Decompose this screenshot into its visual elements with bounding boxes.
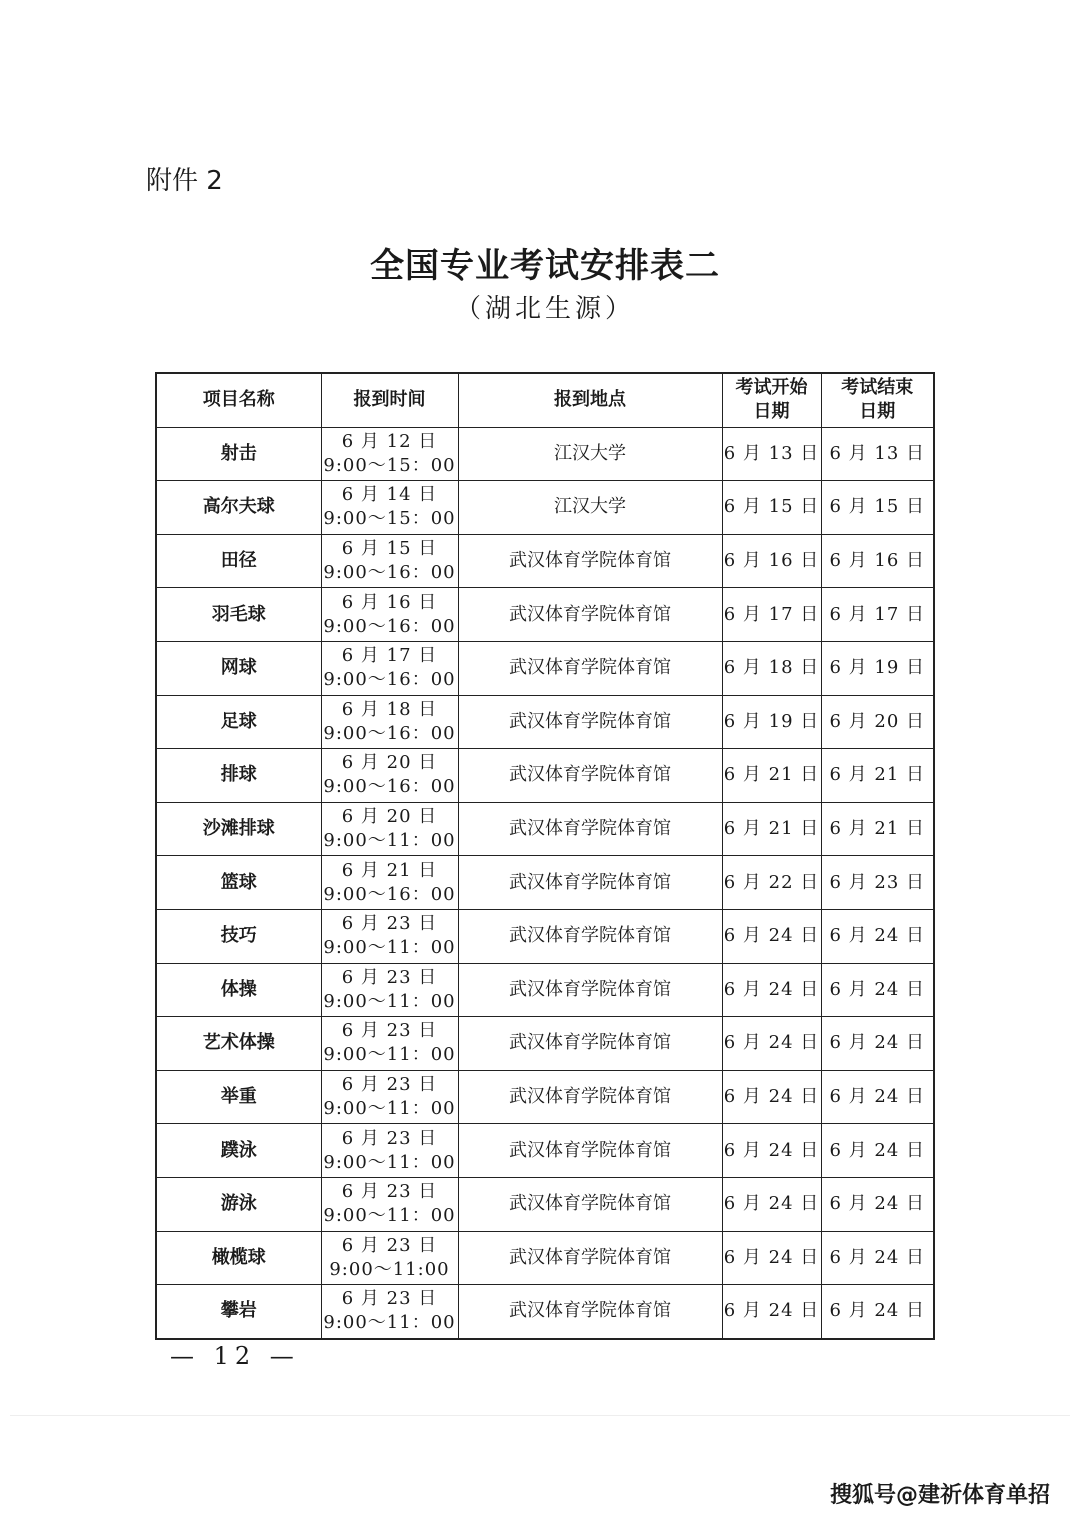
exam-start-date-cell: 6 月 24 日 <box>722 1017 821 1071</box>
checkin-location-cell: 武汉体育学院体育馆 <box>458 909 722 963</box>
exam-start-date-cell: 6 月 24 日 <box>722 1231 821 1285</box>
checkin-time-cell <box>321 1231 458 1285</box>
exam-end-date-cell: 6 月 24 日 <box>821 1070 934 1124</box>
table-row <box>156 1017 934 1071</box>
checkin-hours: 9:00～11：00 <box>323 1312 456 1334</box>
checkin-time-cell <box>321 1124 458 1178</box>
exam-end-date-cell: 6 月 19 日 <box>821 641 934 695</box>
checkin-time-cell <box>321 481 458 535</box>
exam-end-date-cell: 6 月 23 日 <box>821 856 934 910</box>
checkin-hours: 9:00～11：00 <box>323 937 456 959</box>
table-row <box>156 641 934 695</box>
checkin-hours: 9:00～11：00 <box>323 1044 456 1066</box>
table-row <box>156 802 934 856</box>
table-row <box>156 695 934 749</box>
checkin-location-cell: 武汉体育学院体育馆 <box>458 802 722 856</box>
exam-end-date-cell: 6 月 20 日 <box>821 695 934 749</box>
exam-start-date-cell: 6 月 18 日 <box>722 641 821 695</box>
exam-start-date-cell: 6 月 24 日 <box>722 1124 821 1178</box>
exam-start-date-cell: 6 月 24 日 <box>722 909 821 963</box>
checkin-hours: 9:00～16：00 <box>323 615 456 637</box>
table-row <box>156 1231 934 1285</box>
checkin-date: 6 月 23 日 <box>341 1020 438 1042</box>
exam-end-date-cell: 6 月 24 日 <box>821 1124 934 1178</box>
table-row <box>156 427 934 481</box>
exam-end-date-cell: 6 月 15 日 <box>821 481 934 535</box>
project-name-cell: 射击 <box>156 427 321 481</box>
checkin-date: 6 月 23 日 <box>341 1181 438 1203</box>
table-row <box>156 481 934 535</box>
checkin-location-cell: 武汉体育学院体育馆 <box>458 1177 722 1231</box>
checkin-location-cell: 武汉体育学院体育馆 <box>458 1070 722 1124</box>
checkin-time-cell <box>321 427 458 481</box>
checkin-date: 6 月 20 日 <box>341 752 438 774</box>
checkin-location-cell: 江汉大学 <box>458 427 722 481</box>
table-row <box>156 963 934 1017</box>
checkin-hours: 9:00～11：00 <box>323 1151 456 1173</box>
checkin-location-cell: 江汉大学 <box>458 481 722 535</box>
exam-end-date-cell: 6 月 13 日 <box>821 427 934 481</box>
checkin-location-cell: 武汉体育学院体育馆 <box>458 1124 722 1178</box>
checkin-location-cell: 武汉体育学院体育馆 <box>458 641 722 695</box>
checkin-hours: 9:00～15：00 <box>323 508 456 530</box>
checkin-date: 6 月 23 日 <box>341 913 438 935</box>
header-exam-start-line2: 日期 <box>753 401 790 423</box>
header-exam-end-line1: 考试结束 <box>841 377 914 399</box>
document-title: 全国专业考试安排表二 <box>370 246 720 286</box>
exam-start-date-cell: 6 月 17 日 <box>722 588 821 642</box>
page-divider <box>10 1415 1070 1416</box>
checkin-time-cell <box>321 749 458 803</box>
checkin-hours: 9:00～11：00 <box>323 1205 456 1227</box>
table-row <box>156 1285 934 1339</box>
checkin-date: 6 月 14 日 <box>341 484 438 506</box>
checkin-time-cell <box>321 802 458 856</box>
header-project-name: 项目名称 <box>156 373 321 427</box>
project-name-cell: 蹼泳 <box>156 1124 321 1178</box>
exam-start-date-cell: 6 月 24 日 <box>722 963 821 1017</box>
project-name-cell: 羽毛球 <box>156 588 321 642</box>
table-row <box>156 1124 934 1178</box>
watermark: 搜狐号@建祈体育单招 <box>829 1483 1050 1508</box>
checkin-time-cell <box>321 1177 458 1231</box>
checkin-location-cell: 武汉体育学院体育馆 <box>458 1231 722 1285</box>
checkin-date: 6 月 23 日 <box>341 966 438 988</box>
exam-end-date-cell: 6 月 21 日 <box>821 802 934 856</box>
project-name-cell: 排球 <box>156 749 321 803</box>
document-subtitle: （湖北生源） <box>454 294 635 324</box>
table-row <box>156 856 934 910</box>
checkin-date: 6 月 18 日 <box>341 698 438 720</box>
checkin-location-cell: 武汉体育学院体育馆 <box>458 534 722 588</box>
exam-start-date-cell: 6 月 21 日 <box>722 749 821 803</box>
exam-start-date-cell: 6 月 21 日 <box>722 802 821 856</box>
checkin-time-cell <box>321 534 458 588</box>
header-checkin-time: 报到时间 <box>321 373 458 427</box>
page-number: — 12 — <box>170 1342 300 1370</box>
exam-end-date-cell: 6 月 24 日 <box>821 1231 934 1285</box>
project-name-cell: 攀岩 <box>156 1285 321 1339</box>
exam-start-date-cell: 6 月 24 日 <box>722 1070 821 1124</box>
checkin-date: 6 月 23 日 <box>341 1127 438 1149</box>
checkin-hours: 9:00～11：00 <box>323 1098 456 1120</box>
exam-end-date-cell: 6 月 24 日 <box>821 963 934 1017</box>
project-name-cell: 高尔夫球 <box>156 481 321 535</box>
checkin-location-cell: 武汉体育学院体育馆 <box>458 856 722 910</box>
table-row <box>156 1070 934 1124</box>
checkin-location-cell: 武汉体育学院体育馆 <box>458 963 722 1017</box>
exam-start-date-cell: 6 月 22 日 <box>722 856 821 910</box>
checkin-hours: 9:00～11：00 <box>323 830 456 852</box>
header-exam-end-line2: 日期 <box>859 401 896 423</box>
checkin-date: 6 月 17 日 <box>341 645 438 667</box>
checkin-hours: 9:00～16：00 <box>323 722 456 744</box>
exam-end-date-cell: 6 月 24 日 <box>821 1285 934 1339</box>
checkin-hours: 9:00～16：00 <box>323 776 456 798</box>
exam-end-date-cell: 6 月 24 日 <box>821 909 934 963</box>
checkin-date: 6 月 23 日 <box>341 1288 438 1310</box>
checkin-location-cell: 武汉体育学院体育馆 <box>458 1285 722 1339</box>
checkin-date: 6 月 21 日 <box>341 859 438 881</box>
header-exam-start-date <box>722 373 821 427</box>
checkin-time-cell <box>321 695 458 749</box>
project-name-cell: 网球 <box>156 641 321 695</box>
checkin-date: 6 月 12 日 <box>341 430 438 452</box>
exam-schedule-table <box>155 372 935 1340</box>
header-exam-start-line1: 考试开始 <box>735 377 808 399</box>
project-name-cell: 橄榄球 <box>156 1231 321 1285</box>
checkin-location-cell: 武汉体育学院体育馆 <box>458 695 722 749</box>
checkin-time-cell <box>321 909 458 963</box>
exam-end-date-cell: 6 月 17 日 <box>821 588 934 642</box>
table-row <box>156 534 934 588</box>
exam-start-date-cell: 6 月 24 日 <box>722 1285 821 1339</box>
checkin-time-cell <box>321 641 458 695</box>
checkin-hours: 9:00～11:00 <box>329 1258 450 1280</box>
checkin-hours: 9:00～11：00 <box>323 990 456 1012</box>
checkin-time-cell <box>321 1285 458 1339</box>
table-row <box>156 588 934 642</box>
checkin-location-cell: 武汉体育学院体育馆 <box>458 1017 722 1071</box>
exam-end-date-cell: 6 月 24 日 <box>821 1177 934 1231</box>
table-row <box>156 1177 934 1231</box>
checkin-date: 6 月 15 日 <box>341 538 438 560</box>
checkin-hours: 9:00～16：00 <box>323 883 456 905</box>
header-exam-end-date <box>821 373 934 427</box>
table-body <box>156 427 934 1339</box>
checkin-hours: 9:00～15：00 <box>323 454 456 476</box>
table-header-row <box>156 373 934 427</box>
table-row <box>156 909 934 963</box>
checkin-date: 6 月 23 日 <box>341 1074 438 1096</box>
exam-end-date-cell: 6 月 24 日 <box>821 1017 934 1071</box>
project-name-cell: 游泳 <box>156 1177 321 1231</box>
exam-start-date-cell: 6 月 15 日 <box>722 481 821 535</box>
project-name-cell: 沙滩排球 <box>156 802 321 856</box>
project-name-cell: 举重 <box>156 1070 321 1124</box>
exam-start-date-cell: 6 月 13 日 <box>722 427 821 481</box>
header-checkin-location: 报到地点 <box>458 373 722 427</box>
checkin-time-cell <box>321 1070 458 1124</box>
exam-end-date-cell: 6 月 21 日 <box>821 749 934 803</box>
project-name-cell: 足球 <box>156 695 321 749</box>
checkin-hours: 9:00～16：00 <box>323 562 456 584</box>
checkin-time-cell <box>321 856 458 910</box>
exam-end-date-cell: 6 月 16 日 <box>821 534 934 588</box>
checkin-date: 6 月 23 日 <box>341 1234 438 1256</box>
checkin-time-cell <box>321 1017 458 1071</box>
project-name-cell: 田径 <box>156 534 321 588</box>
checkin-date: 6 月 20 日 <box>341 806 438 828</box>
table-row <box>156 749 934 803</box>
checkin-time-cell <box>321 588 458 642</box>
exam-start-date-cell: 6 月 19 日 <box>722 695 821 749</box>
project-name-cell: 艺术体操 <box>156 1017 321 1071</box>
exam-start-date-cell: 6 月 24 日 <box>722 1177 821 1231</box>
exam-start-date-cell: 6 月 16 日 <box>722 534 821 588</box>
checkin-time-cell <box>321 963 458 1017</box>
attachment-label: 附件 2 <box>146 166 223 196</box>
checkin-location-cell: 武汉体育学院体育馆 <box>458 588 722 642</box>
checkin-date: 6 月 16 日 <box>341 591 438 613</box>
project-name-cell: 体操 <box>156 963 321 1017</box>
project-name-cell: 篮球 <box>156 856 321 910</box>
project-name-cell: 技巧 <box>156 909 321 963</box>
checkin-hours: 9:00～16：00 <box>323 669 456 691</box>
checkin-location-cell: 武汉体育学院体育馆 <box>458 749 722 803</box>
